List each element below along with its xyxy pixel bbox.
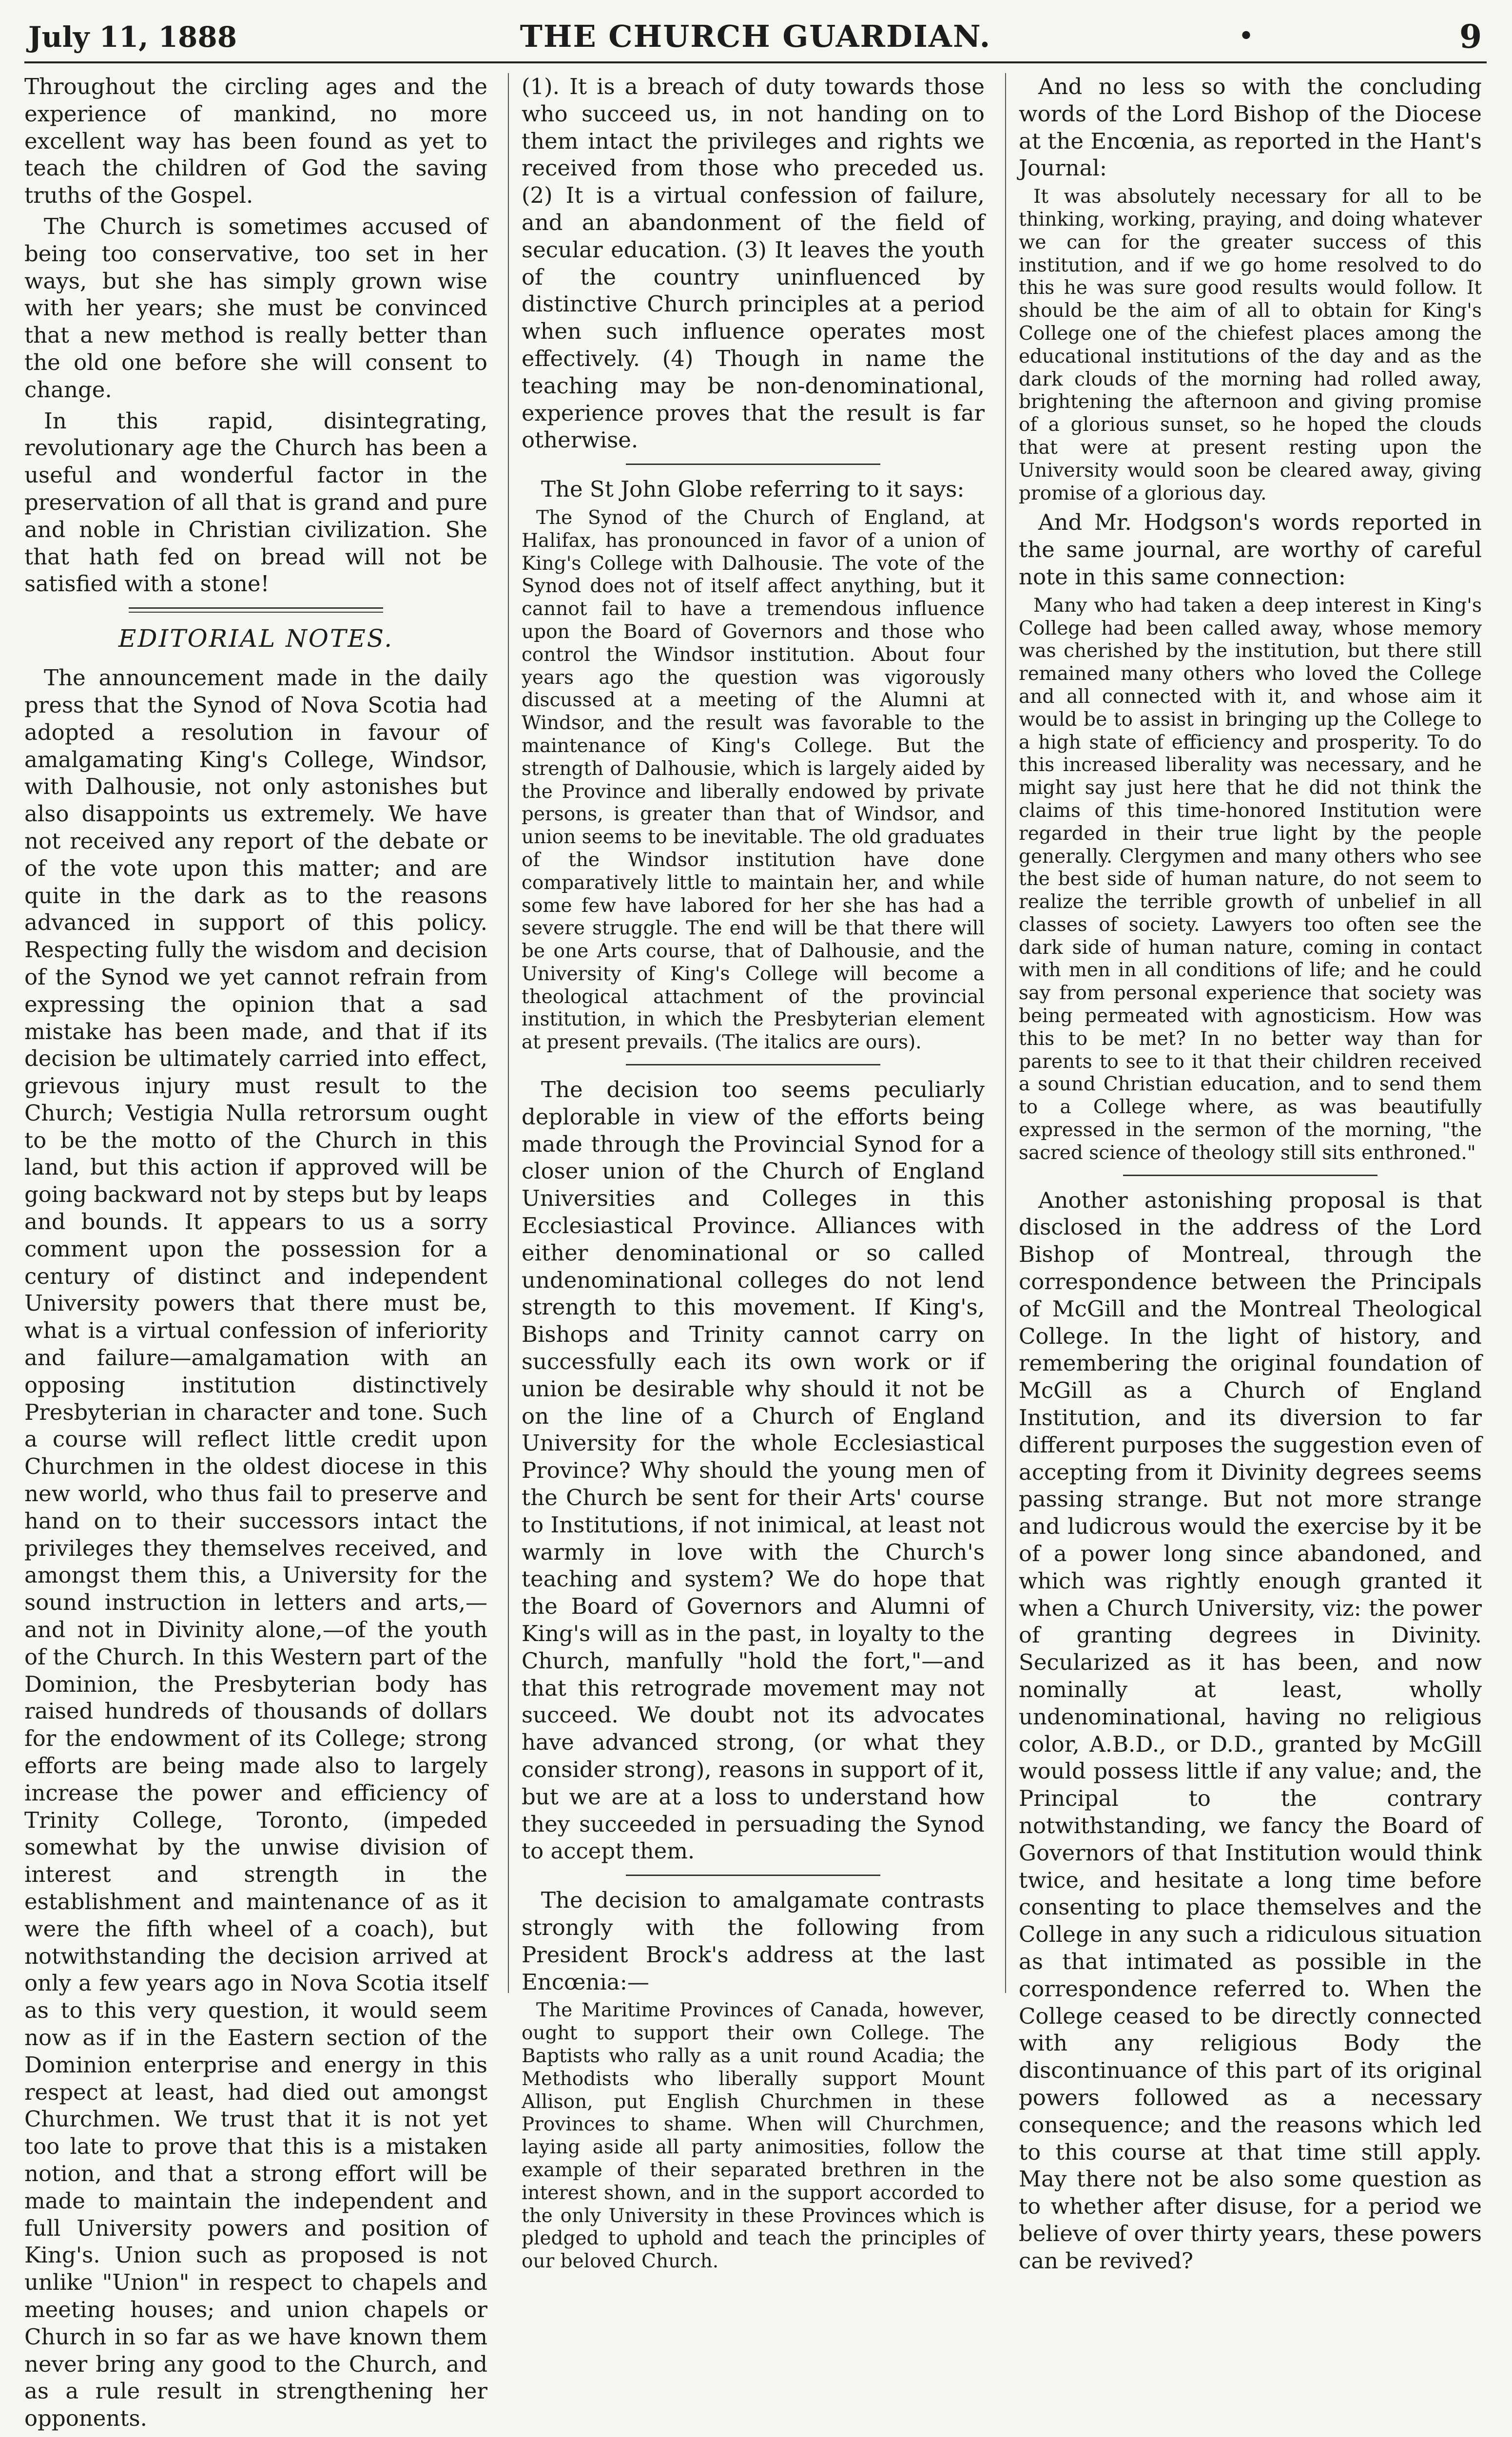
column-2 (522, 73, 985, 2273)
header-bullet: • (1238, 20, 1255, 52)
paragraph: The decision too seems peculiarly deplorable in view of the efforts being made through the Provincial Synod for a closer union of the Church of England Universities and Colleges in this Ecclesiastical Province. Alliances with either denominational or so called undenominational colleges do not lend strength to this movement. If King's, Bishops and Trinity cannot carry on successfully each its own work or if union be desirable why should it not be on the line of a Church of England University for the whole Ecclesiastical Province? Why should the young men of the Church be sent for their Arts' course to Institutions, if not inimical, at least not warmly in love with the Church's teaching and system? We do hope that the Board of Governors and Alumni of King's will as in the past, in loyalty to the Church, manfully "hold the fort,"—and that this retrograde movement may not succeed. We doubt not its advocates have advanced strong, (or what they consider strong), reasons in support of it, but we are at a loss to understand how they succeeded in persuading the Synod to accept them. (522, 1077, 985, 1864)
paragraph: (1). It is a breach of duty towards those who succeed us, in not handing on to them intact the privileges and rights we received from those who preceded us. (2) It is a virtual confession of failure, and an abandonment of the field of secular education. (3) It leaves the youth of the country uninfluenced by distinctive Church principles at a period when such influence operates most effectively. (4) Though in name the teaching may be non-denominational, experience proves that the result is far otherwise. (522, 74, 985, 453)
paragraph: In this rapid, disintegrating, revolutionary age the Church has been a useful and wonderful factor in the preservation of all that is grand and pure and noble in Christian civilization. She that hath fed on bread will not be satisfied with a stone! (24, 407, 487, 597)
paragraph: Throughout the circling ages and the experience of mankind, no more excellent way has been found as yet to teach the children of God the saving truths of the Gospel. (24, 74, 487, 209)
paragraph: The announcement made in the daily press that the Synod of Nova Scotia had adopted a resolution in favour of amalgamating King's College, Windsor, with Dalhousie, not only astonishes but also disappoints us extremely. We have not received any report of the debate or of the vote upon this matter; and are quite in the dark as to the reasons advanced in support of this policy. Respecting fully the wisdom and decision of the Synod we yet cannot refrain from expressing the opinion that a sad mistake has been made, and that if its decision be ultimately carried into effect, grievous injury must result to the Church; Vestigia Nulla retrorsum ought to be the motto of the Church in this land, but this action if approved will be going backward not by steps but by leaps and bounds. It appears to us a sorry comment upon the possession for a century of distinct and independent University powers that there must be, what is a virtual confession of inferiority and failure—amalgamation with an opposing institution distinctively Presbyterian in character and tone. Such a course will reflect little credit upon Churchmen in the oldest diocese in this new world, who thus fail to preserve and hand on to their successors intact the privileges they themselves received, and amongst them this, a University for the sound instruction in letters and arts,—and not in Divinity alone,—of the youth of the Church. In this Western part of the Dominion, the Presbyterian body has raised hundreds of thousands of dollars for the endowment of its College; strong efforts are being made also to largely increase the power and efficiency of Trinity College, Toronto, (impeded somewhat by the unwise division of interest and strength in the establishment and maintenance of as it were the fifth wheel of a coach), but notwithstanding the decision arrived at only a few years ago in Nova Scotia itself as to this very question, it would seem now as if in the Eastern section of the Dominion enterprise and energy in this respect at least, had died out amongst Churchmen. We trust that it is not yet too late to prove that this is a mistaken notion, and that a strong effort will be made to maintain the independent and full University powers and position of King's. Union such as proposed is not unlike "Union" in respect to chapels and meeting houses; and union chapels or Church in so far as we have known them never bring any good to the Church, and as a rule result in strengthening her opponents. (24, 665, 487, 2432)
paragraph: The decision to amalgamate contrasts strongly with the following from President Brock's address at the last Encœnia:— (522, 1887, 985, 1995)
quoted-passage: Many who had taken a deep interest in King's College had been called away, whose memory was cherished by the institution, but there still remained many others who loved the College and all connected with it, and whose aim it would be to assist in bringing up the College to a high state of efficiency and prosperity. To do this increased liberality was necessary, and he might say just here that he did not think the claims of this time-honored Institution were regarded in their true light by the people generally. Clergymen and many others who see the best side of human nature, do not seem to realize the terrible growth of unbelief in all classes of society. Lawyers too often see the dark side of human nature, coming in contact with men in all conditions of life; and he could say from personal experience that society was being permeated with agnosticism. How was this to be met? In no better way than for parents to see to it that their children received a sound Christian education, and to send them to a College where, as was beautifully expressed in the sermon of the morning, "the sacred science of theology still sits enthroned." (1019, 594, 1482, 1164)
paragraph: Another astonishing proposal is that disclosed in the address of the Lord Bishop of Montreal, through the correspondence between the Principals of McGill and the Montreal Theological College. In the light of history, and remembering the original foundation of McGill as a Church of England Institution, and its diversion to far different purposes the suggestion even of accepting from it Divinity degrees seems passing strange. But not more strange and ludicrous would the exercise by it be of a power long since abandoned, and which was rightly enough granted it when a Church University, viz: the power of granting degrees in Divinity. Secularized as it has been, and now nominally at least, wholly undenominational, having no religious color, A.B.D., or D.D., granted by McGill would possess little if any value; and, the Principal to the contrary notwithstanding, we fancy the Board of Governors of that Institution would think twice, and hesitate a long time before consenting to place themselves and the College in any such a ridiculous situation as that intimated as possible in the correspondence referred to. When the College ceased to be directly connected with any religious Body the discontinuance of this part of its original powers followed as a necessary consequence; and the reasons which led to this course at that time still apply. May there not be also some question as to whether after disuse, for a period we believe of over thirty years, these powers can be revived? (1019, 1187, 1482, 2274)
issue-date: July 11, 1888 (28, 20, 237, 54)
column-divider (1005, 73, 1006, 1993)
section-rule (626, 1875, 881, 1876)
section-rule (626, 464, 881, 465)
paragraph: And Mr. Hodgson's words reported in the same journal, are worthy of careful note in this same connection: (1019, 509, 1482, 590)
section-heading: EDITORIAL NOTES. (118, 624, 394, 653)
paragraph: The St John Globe referring to it says: (541, 476, 965, 503)
paragraph: The Church is sometimes accused of being too conservative, too set in her ways, but she has simply grown wise with her years; she must be convinced that a new method is really better than the old one before she will consent to change. (24, 213, 487, 403)
section-rule (129, 607, 384, 613)
column-divider (508, 73, 509, 1993)
column-1 (24, 73, 487, 2432)
column-3 (1019, 73, 1482, 2274)
quoted-passage: The Maritime Provinces of Canada, however, ought to support their own College. The Baptists who rally as a unit round Acadia; the Methodists who liberally support Mount Allison, put English Churchmen in these Provinces to shame. When will Churchmen, laying aside all party animosities, follow the example of their separated brethren in the interest shown, and in the support accorded to the only University in these Provinces which is pledged to uphold and teach the principles of our beloved Church. (522, 1999, 985, 2273)
paragraph: And no less so with the concluding words of the Lord Bishop of the Diocese at the Encœnia, as reported in the Hant's Journal: (1019, 74, 1482, 181)
section-rule (1123, 1175, 1378, 1176)
page-number: 9 (1459, 18, 1482, 56)
page-header (24, 10, 1487, 63)
section-rule (626, 1064, 881, 1065)
quoted-passage: It was absolutely necessary for all to be thinking, working, praying, and doing whatever we can for the greater success of this institution, and if we go home resolved to do this he was sure good results would follow. It should be the aim of all to obtain for King's College one of the chiefest places among the educational institutions of the day and as the dark clouds of the morning had rolled away, brightening the afternoon and giving promise of a glorious sunset, so he hoped the clouds that were at present resting upon the University would soon be cleared away, giving promise of a glorious day. (1019, 186, 1482, 504)
masthead-title: THE CHURCH GUARDIAN. (520, 19, 991, 54)
quoted-passage: The Synod of the Church of England, at Halifax, has pronounced in favor of a union of King's College with Dalhousie. The vote of the Synod does not of itself affect anything, but it cannot fail to have a tremendous influence upon the Board of Governors and those who control the Windsor institution. About four years ago the question was vigorously discussed at a meeting of the Alumni at Windsor, and the result was favorable to the maintenance of King's College. But the strength of Dalhousie, which is largely aided by the Province and liberally endowed by private persons, is greater than that of Windsor, and union seems to be inevitable. The old graduates of the Windsor institution have done comparatively little to maintain her, and while some few have labored for her she has had a severe struggle. The end will be that there will be one Arts course, that of Dalhousie, and the University of King's College will become a theological attachment of the provincial institution, in which the Presbyterian element at present prevails. (The italics are ours). (522, 506, 985, 1054)
